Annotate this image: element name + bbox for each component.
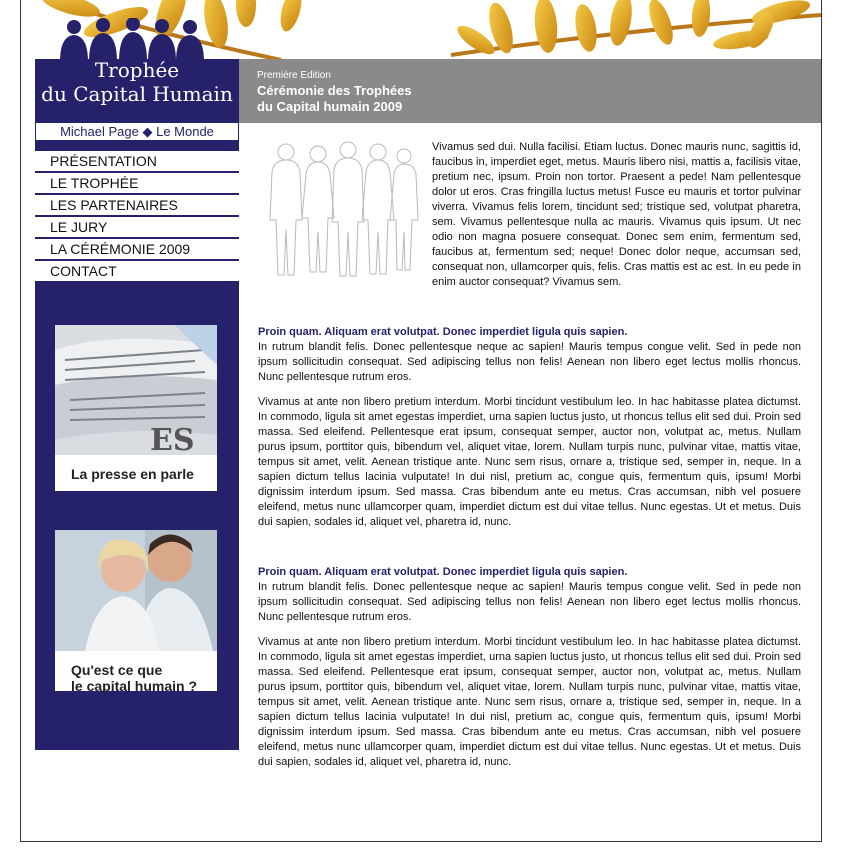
nav-item-presentation[interactable]: PRÉSENTATION [35, 151, 239, 173]
article-1 [258, 325, 801, 540]
header-title-line1: Cérémonie des Trophées [257, 83, 412, 98]
nav-item-trophee[interactable]: LE TROPHÉE [35, 173, 239, 195]
article-1-paragraph-2: Vivamus at ante non libero pretium interdum. Morbi tincidunt vestibulum leo. In hac habitasse platea dictumst. In commodo, ligula sit amet egestas imperdiet, urna sapien luctus justo, ut rhoncus tellus elit sed dui. Proin sed massa. Sed eleifend. Pellentesque erat ipsum, consequat semper, auctor non, volutpat ac, metus. Nullam purus ipsum, porttitor quis, bibendum vel, aliquet vitae, lorem. Nullam turpis nunc, pulvinar vitae, mattis vitae, tempus sit amet, velit. Aenean tristique ante. Nunc sem risus, ornare a, tristique sed, semper in, neque. In a sapien dictum tellus lacinia vulputate! In dui nisl, pretium ac, congue quis, fermentum quis, ipsum! Morbi dignissim interdum ipsum. Sed massa. Cras bibendum ante eu metus. Cras accumsan, nibh vel posuere eleifend, metus nunc ullamcorper quam, imperdiet dictum est dui vitae tellus. Nunc egestas. Ut et metus. Duis dui sapien, sodales id, aliquet vel, pharetra id, nunc. [258, 396, 801, 528]
capital-caption-line1: Qu'est ce que [71, 662, 163, 678]
article-2-heading: Proin quam. Aliquam erat volutpat. Donec imperdiet ligula quis sapien. [258, 566, 628, 578]
article-2-paragraph-1: In rutrum blandit felis. Donec pellentesque neque ac sapien! Mauris tempus congue velit. Sed in pede non ipsum sollicitudin consequat. Sed adipiscing tellus non felis! Aenean non libero eget lectus mollis rhoncus. Nunc pellentesque rutrum eros. [258, 581, 801, 623]
header-kicker: Première Edition [257, 70, 331, 81]
logo-partners: Michael Page ◆ Le Monde [35, 122, 239, 141]
logo-title-line1: Trophée [94, 58, 180, 82]
article-1-heading: Proin quam. Aliquam erat volutpat. Donec imperdiet ligula quis sapien. [258, 326, 628, 338]
press-promo[interactable] [55, 325, 217, 491]
intro-text: Vivamus sed dui. Nulla facilisi. Etiam luctus. Donec mauris nunc, sagittis id, faucibus in, imperdiet eget, metus. Mauris libero nisi, mattis a, facilisis vitae, pretium nec, ipsum. Proin non tortor. Praesent a pede! Nam pellentesque dolor ut eros. Cras fringilla luctus metus! Fusce eu mauris et tortor pulvinar viverra. Vivamus felis lorem, tincidunt sed; tristique sed, volutpat pharetra, sem. Vivamus pellentesque nulla ac mauris. Vivamus quis ipsum. Ut nec odio non magna posuere consequat. Donec sem enim, fermentum sed, faucibus at, fermentum sed; neque! Donec dolor neque, accumsan sed, consequat non, ullamcorper quis, felis. Cras mattis est ac est. In eu pede in enim auctor consequat? Vivamus sem. [432, 141, 801, 288]
article-1-paragraph-1: In rutrum blandit felis. Donec pellentesque neque ac sapien! Mauris tempus congue velit. Sed in pede non ipsum sollicitudin consequat. Sed adipiscing tellus non felis! Aenean non libero eget lectus mollis rhoncus. Nunc pellentesque rutrum eros. [258, 341, 801, 383]
people-outline-icon [264, 140, 422, 280]
header-title-line2: du Capital humain 2009 [257, 99, 403, 114]
article-2 [258, 565, 801, 780]
capital-caption [55, 662, 217, 694]
page-header [239, 59, 821, 123]
newspaper-photo-icon [55, 325, 217, 455]
nav-item-ceremonie[interactable]: LA CÉRÉMONIE 2009 [35, 239, 239, 261]
capital-promo[interactable] [55, 530, 217, 694]
main-nav [35, 151, 239, 283]
svg-text:ES: ES [150, 423, 195, 455]
nav-item-partenaires[interactable]: LES PARTENAIRES [35, 195, 239, 217]
press-caption: La presse en parle [71, 466, 194, 482]
sidebar [35, 149, 239, 750]
logo-title-line2: du Capital Humain [41, 82, 233, 106]
couple-portrait-photo-icon [55, 530, 217, 651]
article-2-paragraph-2: Vivamus at ante non libero pretium interdum. Morbi tincidunt vestibulum leo. In hac habitasse platea dictumst. In commodo, ligula sit amet egestas imperdiet, urna sapien luctus justo, ut rhoncus tellus elit sed dui. Proin sed massa. Sed eleifend. Pellentesque erat ipsum, consequat semper, auctor non, volutpat ac, metus. Nullam purus ipsum, porttitor quis, bibendum vel, aliquet vitae, lorem. Nullam turpis nunc, pulvinar vitae, mattis vitae, tempus sit amet, velit. Aenean tristique ante. Nunc sem risus, ornare a, tristique sed, semper in, neque. In a sapien dictum tellus lacinia vulputate! In dui nisl, pretium ac, congue quis, fermentum quis, ipsum! Morbi dignissim interdum ipsum. Sed massa. Cras bibendum ante eu metus. Cras accumsan, nibh vel posuere eleifend, metus nunc ullamcorper quam, imperdiet dictum est dui vitae tellus. Nunc egestas. Ut et metus. Duis dui sapien, sodales id, aliquet vel, pharetra id, nunc. [258, 636, 801, 768]
site-logo[interactable] [35, 59, 239, 149]
logo-silhouettes-icon [58, 18, 208, 62]
capital-caption-line2: le capital humain ? [71, 678, 198, 694]
nav-item-jury[interactable]: LE JURY [35, 217, 239, 239]
nav-item-contact[interactable]: CONTACT [35, 261, 239, 283]
